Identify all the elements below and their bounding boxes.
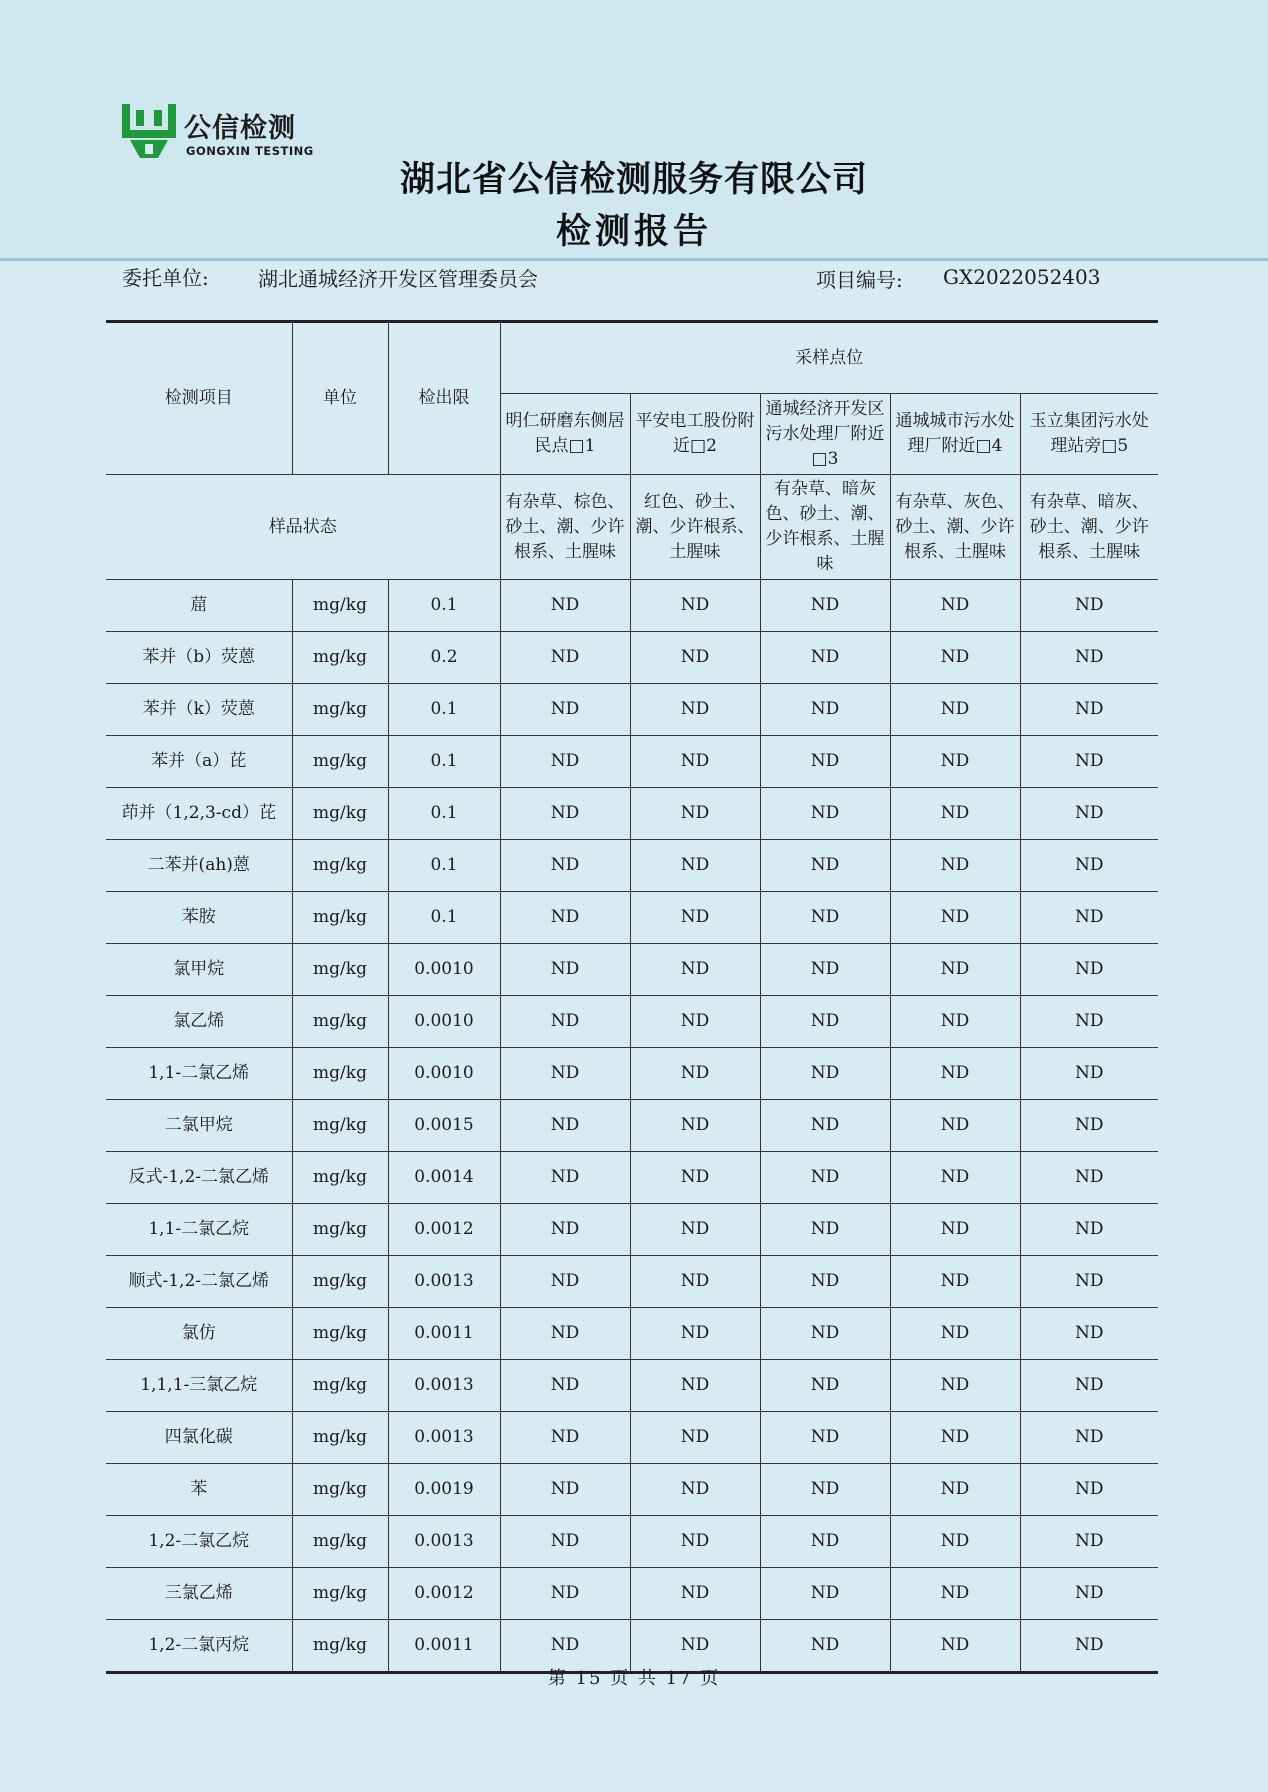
header-unit: 单位: [292, 322, 388, 475]
site-name: 通城城市污水处理厂附近□4: [890, 394, 1020, 475]
cell-result: ND: [760, 736, 890, 788]
cell-item: 苯并（k）荧蒽: [106, 684, 292, 736]
cell-result: ND: [890, 1620, 1020, 1673]
cell-result: ND: [630, 580, 760, 632]
cell-result: ND: [1020, 1308, 1158, 1360]
cell-result: ND: [760, 944, 890, 996]
cell-unit: mg/kg: [292, 892, 388, 944]
cell-result: ND: [1020, 1464, 1158, 1516]
cell-result: ND: [890, 1360, 1020, 1412]
table-row: [106, 1360, 1158, 1412]
table-row: [106, 788, 1158, 840]
cell-result: ND: [760, 996, 890, 1048]
results-table-wrap: [106, 320, 1158, 1674]
table-row: [106, 892, 1158, 944]
sample-state: 红色、砂土、潮、少许根系、土腥味: [630, 475, 760, 580]
cell-result: ND: [760, 788, 890, 840]
cell-result: ND: [1020, 788, 1158, 840]
table-row: [106, 944, 1158, 996]
cell-result: ND: [890, 1204, 1020, 1256]
cell-unit: mg/kg: [292, 1204, 388, 1256]
table-row: [106, 684, 1158, 736]
cell-result: ND: [760, 1412, 890, 1464]
cell-result: ND: [890, 580, 1020, 632]
cell-limit: 0.0014: [388, 1152, 500, 1204]
table-row: [106, 1308, 1158, 1360]
cell-result: ND: [500, 1568, 630, 1620]
cell-unit: mg/kg: [292, 788, 388, 840]
cell-result: ND: [500, 1152, 630, 1204]
cell-result: ND: [890, 1308, 1020, 1360]
cell-unit: mg/kg: [292, 840, 388, 892]
cell-result: ND: [1020, 1516, 1158, 1568]
cell-result: ND: [500, 1620, 630, 1673]
table-row: [106, 1048, 1158, 1100]
cell-result: ND: [890, 684, 1020, 736]
cell-item: 1,1,1-三氯乙烷: [106, 1360, 292, 1412]
cell-result: ND: [1020, 684, 1158, 736]
cell-result: ND: [1020, 1412, 1158, 1464]
cell-result: ND: [760, 632, 890, 684]
cell-item: 二苯并(ah)蒽: [106, 840, 292, 892]
cell-result: ND: [890, 996, 1020, 1048]
cell-result: ND: [630, 1204, 760, 1256]
sample-state: 有杂草、灰色、砂土、潮、少许根系、土腥味: [890, 475, 1020, 580]
cell-result: ND: [500, 736, 630, 788]
cell-result: ND: [1020, 1256, 1158, 1308]
cell-result: ND: [1020, 1620, 1158, 1673]
cell-result: ND: [500, 1464, 630, 1516]
cell-result: ND: [630, 996, 760, 1048]
cell-limit: 0.1: [388, 580, 500, 632]
cell-result: ND: [500, 1412, 630, 1464]
cell-item: 二氯甲烷: [106, 1100, 292, 1152]
sample-state: 有杂草、暗灰、砂土、潮、少许根系、土腥味: [1020, 475, 1158, 580]
cell-unit: mg/kg: [292, 1568, 388, 1620]
cell-unit: mg/kg: [292, 1620, 388, 1673]
cell-result: ND: [890, 892, 1020, 944]
project-number-label: 项目编号:: [816, 268, 903, 292]
cell-result: ND: [630, 1464, 760, 1516]
cell-result: ND: [630, 1308, 760, 1360]
cell-unit: mg/kg: [292, 1100, 388, 1152]
cell-result: ND: [630, 892, 760, 944]
cell-result: ND: [1020, 632, 1158, 684]
cell-result: ND: [630, 736, 760, 788]
cell-item: 茚并（1,2,3-cd）芘: [106, 788, 292, 840]
table-row: [106, 1464, 1158, 1516]
cell-item: 苯胺: [106, 892, 292, 944]
cell-item: 1,1-二氯乙烯: [106, 1048, 292, 1100]
cell-limit: 0.1: [388, 736, 500, 788]
cell-result: ND: [760, 1464, 890, 1516]
cell-limit: 0.0013: [388, 1360, 500, 1412]
cell-limit: 0.1: [388, 892, 500, 944]
cell-item: 苯并（b）荧蒽: [106, 632, 292, 684]
page-number: 第 15 页 共 17 页: [547, 1668, 721, 1689]
cell-result: ND: [1020, 1568, 1158, 1620]
cell-result: ND: [630, 840, 760, 892]
table-header-row: [106, 322, 1158, 394]
cell-limit: 0.0013: [388, 1256, 500, 1308]
cell-item: 三氯乙烯: [106, 1568, 292, 1620]
table-row: [106, 632, 1158, 684]
cell-result: ND: [500, 840, 630, 892]
table-row: [106, 1256, 1158, 1308]
cell-result: ND: [890, 1464, 1020, 1516]
cell-unit: mg/kg: [292, 1360, 388, 1412]
cell-result: ND: [890, 1256, 1020, 1308]
cell-result: ND: [630, 1100, 760, 1152]
cell-result: ND: [760, 840, 890, 892]
logo-text-cn: 公信检测: [184, 113, 296, 144]
cell-result: ND: [630, 1360, 760, 1412]
cell-result: ND: [630, 684, 760, 736]
cell-result: ND: [1020, 996, 1158, 1048]
cell-result: ND: [1020, 1204, 1158, 1256]
results-table: [106, 320, 1158, 1674]
cell-result: ND: [1020, 1360, 1158, 1412]
cell-unit: mg/kg: [292, 1048, 388, 1100]
table-row: [106, 1412, 1158, 1464]
cell-result: ND: [500, 892, 630, 944]
cell-result: ND: [1020, 736, 1158, 788]
cell-unit: mg/kg: [292, 1152, 388, 1204]
cell-result: ND: [500, 788, 630, 840]
cell-limit: 0.1: [388, 684, 500, 736]
site-name: 玉立集团污水处理站旁□5: [1020, 394, 1158, 475]
client-value: 湖北通城经济开发区管理委员会: [258, 267, 538, 291]
cell-item: 䓛: [106, 580, 292, 632]
cell-result: ND: [890, 840, 1020, 892]
table-row: [106, 840, 1158, 892]
cell-item: 四氯化碳: [106, 1412, 292, 1464]
cell-limit: 0.0011: [388, 1620, 500, 1673]
cell-unit: mg/kg: [292, 944, 388, 996]
header-item: 检测项目: [106, 322, 292, 475]
cell-result: ND: [500, 1308, 630, 1360]
cell-result: ND: [630, 632, 760, 684]
table-row: [106, 996, 1158, 1048]
table-row: [106, 1568, 1158, 1620]
sample-state-row: [106, 475, 1158, 580]
table-row: [106, 1516, 1158, 1568]
cell-item: 1,2-二氯乙烷: [106, 1516, 292, 1568]
cell-result: ND: [760, 1152, 890, 1204]
cell-result: ND: [500, 684, 630, 736]
cell-item: 苯并（a）芘: [106, 736, 292, 788]
cell-result: ND: [890, 1100, 1020, 1152]
project-number-value: GX2022052403: [943, 265, 1101, 289]
cell-limit: 0.0010: [388, 944, 500, 996]
cell-limit: 0.0012: [388, 1204, 500, 1256]
site-name: 明仁研磨东侧居民点□1: [500, 394, 630, 475]
cell-result: ND: [500, 996, 630, 1048]
cell-result: ND: [500, 1100, 630, 1152]
cell-result: ND: [1020, 1100, 1158, 1152]
cell-result: ND: [1020, 580, 1158, 632]
sample-state: 有杂草、棕色、砂土、潮、少许根系、土腥味: [500, 475, 630, 580]
site-name: 通城经济开发区污水处理厂附近□3: [760, 394, 890, 475]
cell-result: ND: [1020, 944, 1158, 996]
cell-limit: 0.0019: [388, 1464, 500, 1516]
cell-result: ND: [890, 632, 1020, 684]
cell-result: ND: [760, 1360, 890, 1412]
cell-result: ND: [630, 1412, 760, 1464]
cell-result: ND: [1020, 1152, 1158, 1204]
cell-result: ND: [890, 1412, 1020, 1464]
table-row: [106, 1204, 1158, 1256]
cell-result: ND: [890, 736, 1020, 788]
cell-limit: 0.0013: [388, 1516, 500, 1568]
cell-result: ND: [500, 1048, 630, 1100]
cell-unit: mg/kg: [292, 1412, 388, 1464]
cell-result: ND: [500, 944, 630, 996]
cell-result: ND: [630, 1048, 760, 1100]
cell-unit: mg/kg: [292, 996, 388, 1048]
cell-limit: 0.1: [388, 788, 500, 840]
cell-result: ND: [630, 1620, 760, 1673]
cell-item: 氯甲烷: [106, 944, 292, 996]
report-title: 检测报告: [555, 212, 712, 252]
cell-result: ND: [760, 1204, 890, 1256]
cell-unit: mg/kg: [292, 580, 388, 632]
cell-limit: 0.0010: [388, 996, 500, 1048]
cell-limit: 0.0011: [388, 1308, 500, 1360]
cell-item: 氯仿: [106, 1308, 292, 1360]
cell-unit: mg/kg: [292, 1464, 388, 1516]
cell-result: ND: [1020, 840, 1158, 892]
cell-result: ND: [760, 684, 890, 736]
cell-result: ND: [890, 1516, 1020, 1568]
cell-unit: mg/kg: [292, 1516, 388, 1568]
cell-result: ND: [630, 1152, 760, 1204]
company-name: 湖北省公信检测服务有限公司: [399, 160, 868, 200]
sample-state-label: 样品状态: [106, 475, 500, 580]
logo-text-en: GONGXIN TESTING: [186, 144, 314, 158]
cell-result: ND: [630, 944, 760, 996]
cell-result: ND: [760, 892, 890, 944]
cell-result: ND: [500, 1204, 630, 1256]
table-row: [106, 1152, 1158, 1204]
table-row: [106, 736, 1158, 788]
header-sampling: 采样点位: [500, 322, 1158, 394]
cell-limit: 0.2: [388, 632, 500, 684]
cell-result: ND: [760, 1568, 890, 1620]
cell-item: 氯乙烯: [106, 996, 292, 1048]
cell-result: ND: [890, 944, 1020, 996]
cell-limit: 0.0013: [388, 1412, 500, 1464]
cell-unit: mg/kg: [292, 736, 388, 788]
cell-result: ND: [1020, 892, 1158, 944]
cell-limit: 0.0010: [388, 1048, 500, 1100]
cell-item: 顺式-1,2-二氯乙烯: [106, 1256, 292, 1308]
cell-result: ND: [630, 1256, 760, 1308]
cell-result: ND: [890, 1152, 1020, 1204]
cell-result: ND: [630, 1568, 760, 1620]
cell-limit: 0.1: [388, 840, 500, 892]
cell-result: ND: [630, 1516, 760, 1568]
header-divider: [0, 258, 1268, 261]
cell-result: ND: [500, 1256, 630, 1308]
cell-result: ND: [630, 788, 760, 840]
header-limit: 检出限: [388, 322, 500, 475]
cell-result: ND: [890, 1568, 1020, 1620]
site-name: 平安电工股份附近□2: [630, 394, 760, 475]
cell-result: ND: [760, 1100, 890, 1152]
cell-result: ND: [500, 632, 630, 684]
client-label: 委托单位:: [122, 266, 209, 290]
cell-result: ND: [760, 1256, 890, 1308]
cell-result: ND: [500, 1360, 630, 1412]
cell-result: ND: [500, 1516, 630, 1568]
cell-result: ND: [760, 1048, 890, 1100]
cell-result: ND: [760, 1516, 890, 1568]
cell-result: ND: [500, 580, 630, 632]
cell-result: ND: [1020, 1048, 1158, 1100]
cell-unit: mg/kg: [292, 684, 388, 736]
cell-item: 苯: [106, 1464, 292, 1516]
cell-item: 反式-1,2-二氯乙烯: [106, 1152, 292, 1204]
cell-unit: mg/kg: [292, 632, 388, 684]
cell-unit: mg/kg: [292, 1308, 388, 1360]
cell-limit: 0.0015: [388, 1100, 500, 1152]
cell-unit: mg/kg: [292, 1256, 388, 1308]
cell-result: ND: [760, 1620, 890, 1673]
cell-limit: 0.0012: [388, 1568, 500, 1620]
table-row: [106, 1100, 1158, 1152]
cell-item: 1,2-二氯丙烷: [106, 1620, 292, 1673]
cell-result: ND: [890, 788, 1020, 840]
cell-item: 1,1-二氯乙烷: [106, 1204, 292, 1256]
table-row: [106, 580, 1158, 632]
cell-result: ND: [890, 1048, 1020, 1100]
sample-state: 有杂草、暗灰色、砂土、潮、少许根系、土腥味: [760, 475, 890, 580]
cell-result: ND: [760, 580, 890, 632]
cell-result: ND: [760, 1308, 890, 1360]
